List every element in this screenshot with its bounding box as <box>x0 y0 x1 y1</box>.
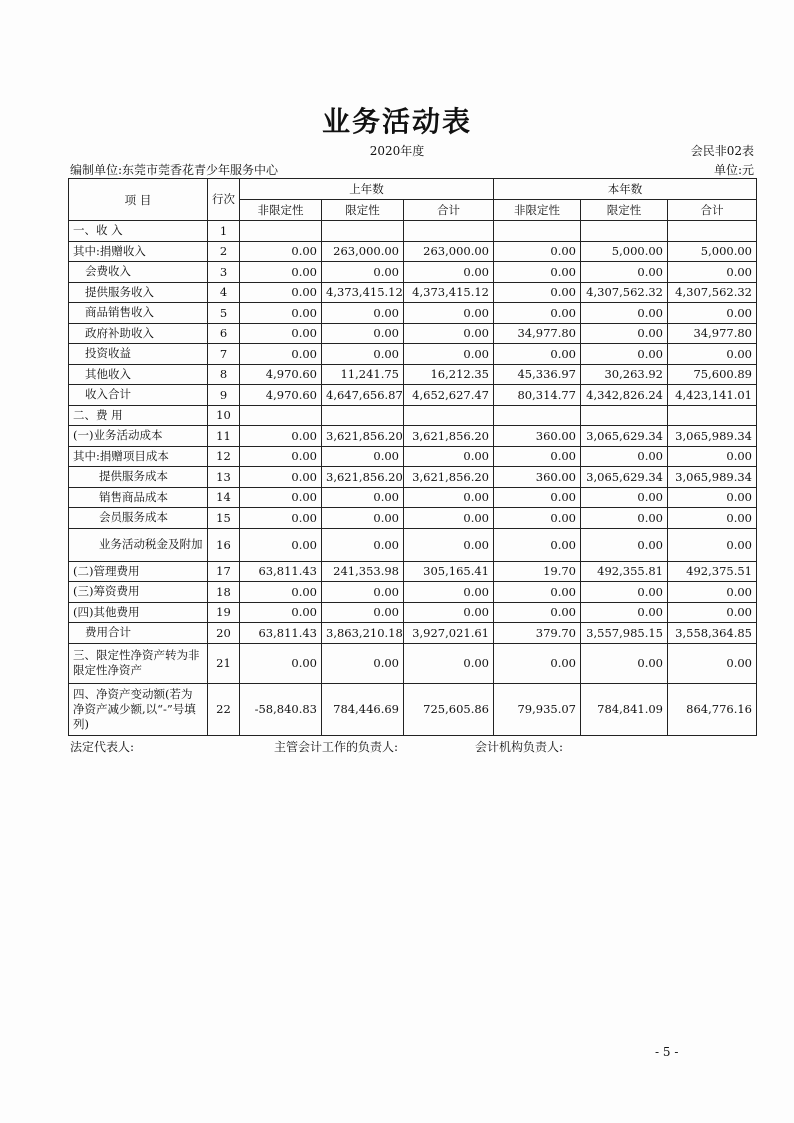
accounting-head-label: 主管会计工作的负责人: <box>274 740 399 754</box>
cell-prev-restricted <box>322 405 404 426</box>
header-item: 项 目 <box>69 179 208 221</box>
row-item-name: 收入合计 <box>69 385 208 406</box>
cell-this-unrestricted: 360.00 <box>494 467 581 488</box>
cell-this-restricted: 0.00 <box>581 323 668 344</box>
cell-this-restricted: 492,355.81 <box>581 561 668 582</box>
table-row <box>69 303 757 324</box>
cell-this-restricted: 4,342,826.24 <box>581 385 668 406</box>
row-item-name: 其中:捐赠收入 <box>69 241 208 262</box>
table-row <box>69 385 757 406</box>
cell-prev-restricted: 0.00 <box>322 582 404 603</box>
cell-this-total: 0.00 <box>668 446 757 467</box>
row-line-number: 20 <box>208 623 240 644</box>
cell-prev-total: 725,605.86 <box>404 683 494 735</box>
cell-prev-restricted: 263,000.00 <box>322 241 404 262</box>
row-line-number: 16 <box>208 528 240 561</box>
cell-this-unrestricted <box>494 405 581 426</box>
table-row <box>69 508 757 529</box>
cell-this-restricted <box>581 405 668 426</box>
cell-prev-total: 16,212.35 <box>404 364 494 385</box>
cell-prev-unrestricted: 63,811.43 <box>240 561 322 582</box>
cell-this-total: 0.00 <box>668 487 757 508</box>
cell-prev-unrestricted <box>240 221 322 242</box>
cell-prev-unrestricted: 0.00 <box>240 262 322 283</box>
cell-this-unrestricted: 79,935.07 <box>494 683 581 735</box>
cell-this-restricted: 3,065,629.34 <box>581 426 668 447</box>
cell-prev-restricted: 4,373,415.12 <box>322 282 404 303</box>
row-line-number: 22 <box>208 683 240 735</box>
cell-prev-restricted <box>322 221 404 242</box>
cell-prev-unrestricted: 0.00 <box>240 446 322 467</box>
cell-this-total: 0.00 <box>668 602 757 623</box>
cell-prev-total: 0.00 <box>404 487 494 508</box>
cell-this-unrestricted: 0.00 <box>494 582 581 603</box>
cell-prev-restricted: 0.00 <box>322 602 404 623</box>
cell-prev-unrestricted: 4,970.60 <box>240 385 322 406</box>
cell-prev-unrestricted: 0.00 <box>240 582 322 603</box>
cell-prev-total: 0.00 <box>404 508 494 529</box>
cell-this-total: 492,375.51 <box>668 561 757 582</box>
cell-this-total: 5,000.00 <box>668 241 757 262</box>
table-row <box>69 241 757 262</box>
cell-prev-unrestricted: 0.00 <box>240 508 322 529</box>
cell-prev-restricted: 4,647,656.87 <box>322 385 404 406</box>
row-item-name: 其他收入 <box>69 364 208 385</box>
cell-this-unrestricted: 0.00 <box>494 241 581 262</box>
row-item-name: 费用合计 <box>69 623 208 644</box>
table-row <box>69 582 757 603</box>
cell-this-restricted: 30,263.92 <box>581 364 668 385</box>
cell-prev-total <box>404 221 494 242</box>
cell-this-restricted: 0.00 <box>581 262 668 283</box>
cell-prev-unrestricted: 0.00 <box>240 426 322 447</box>
cell-this-total: 3,558,364.85 <box>668 623 757 644</box>
row-item-name: (二)管理费用 <box>69 561 208 582</box>
cell-this-restricted: 3,065,629.34 <box>581 467 668 488</box>
cell-this-total: 4,307,562.32 <box>668 282 757 303</box>
cell-this-total: 75,600.89 <box>668 364 757 385</box>
cell-prev-total: 0.00 <box>404 643 494 683</box>
row-item-name: 投资收益 <box>69 344 208 365</box>
cell-this-unrestricted: 0.00 <box>494 344 581 365</box>
table-row <box>69 262 757 283</box>
cell-this-total: 0.00 <box>668 344 757 365</box>
table-row <box>69 426 757 447</box>
cell-this-unrestricted: 0.00 <box>494 446 581 467</box>
cell-prev-restricted: 0.00 <box>322 262 404 283</box>
cell-this-restricted: 0.00 <box>581 446 668 467</box>
cell-this-unrestricted <box>494 221 581 242</box>
cell-this-total: 0.00 <box>668 582 757 603</box>
header-line: 行次 <box>208 179 240 221</box>
table-row <box>69 487 757 508</box>
cell-prev-restricted: 0.00 <box>322 643 404 683</box>
cell-prev-restricted: 0.00 <box>322 323 404 344</box>
row-line-number: 3 <box>208 262 240 283</box>
row-item-name: 提供服务收入 <box>69 282 208 303</box>
cell-prev-unrestricted: 0.00 <box>240 643 322 683</box>
cell-prev-total: 0.00 <box>404 303 494 324</box>
row-item-name: (三)筹资费用 <box>69 582 208 603</box>
cell-prev-total: 4,652,627.47 <box>404 385 494 406</box>
row-line-number: 14 <box>208 487 240 508</box>
table-row <box>69 344 757 365</box>
cell-this-unrestricted: 0.00 <box>494 262 581 283</box>
row-item-name: 商品销售收入 <box>69 303 208 324</box>
row-line-number: 8 <box>208 364 240 385</box>
cell-prev-total: 0.00 <box>404 602 494 623</box>
row-line-number: 6 <box>208 323 240 344</box>
cell-this-unrestricted: 0.00 <box>494 487 581 508</box>
cell-this-total: 864,776.16 <box>668 683 757 735</box>
row-item-name: 二、费 用 <box>69 405 208 426</box>
table-row <box>69 623 757 644</box>
row-line-number: 18 <box>208 582 240 603</box>
cell-this-total: 0.00 <box>668 528 757 561</box>
row-item-name: 会费收入 <box>69 262 208 283</box>
table-row <box>69 467 757 488</box>
cell-this-unrestricted: 19.70 <box>494 561 581 582</box>
cell-this-unrestricted: 0.00 <box>494 282 581 303</box>
cell-this-total: 0.00 <box>668 508 757 529</box>
cell-prev-total: 4,373,415.12 <box>404 282 494 303</box>
row-line-number: 4 <box>208 282 240 303</box>
cell-this-total: 0.00 <box>668 303 757 324</box>
table-row <box>69 282 757 303</box>
row-line-number: 21 <box>208 643 240 683</box>
table-row <box>69 221 757 242</box>
cell-prev-unrestricted: -58,840.83 <box>240 683 322 735</box>
cell-prev-total: 0.00 <box>404 262 494 283</box>
cell-this-unrestricted: 0.00 <box>494 528 581 561</box>
row-item-name: (一)业务活动成本 <box>69 426 208 447</box>
cell-this-unrestricted: 360.00 <box>494 426 581 447</box>
cell-prev-total: 263,000.00 <box>404 241 494 262</box>
cell-this-restricted: 0.00 <box>581 643 668 683</box>
table-row <box>69 602 757 623</box>
row-item-name: 政府补助收入 <box>69 323 208 344</box>
accounting-dept-head-label: 会计机构负责人: <box>475 740 564 754</box>
cell-this-unrestricted: 34,977.80 <box>494 323 581 344</box>
cell-prev-unrestricted <box>240 405 322 426</box>
row-item-name: 会员服务成本 <box>69 508 208 529</box>
cell-this-unrestricted: 45,336.97 <box>494 364 581 385</box>
cell-prev-unrestricted: 0.00 <box>240 528 322 561</box>
cell-prev-unrestricted: 0.00 <box>240 241 322 262</box>
header-prev-unrestricted: 非限定性 <box>240 200 322 221</box>
preparing-organization: 编制单位:东莞市莞香花青少年服务中心 <box>70 163 279 177</box>
cell-prev-unrestricted: 0.00 <box>240 282 322 303</box>
cell-prev-unrestricted: 0.00 <box>240 487 322 508</box>
header-prev-total: 合计 <box>404 200 494 221</box>
cell-prev-total: 0.00 <box>404 323 494 344</box>
cell-prev-restricted: 3,621,856.20 <box>322 426 404 447</box>
cell-this-restricted: 0.00 <box>581 344 668 365</box>
cell-prev-total: 0.00 <box>404 528 494 561</box>
cell-this-restricted: 0.00 <box>581 508 668 529</box>
cell-prev-restricted: 0.00 <box>322 446 404 467</box>
cell-this-restricted: 0.00 <box>581 528 668 561</box>
cell-prev-restricted: 3,621,856.20 <box>322 467 404 488</box>
cell-this-total: 3,065,989.34 <box>668 426 757 447</box>
cell-prev-restricted: 0.00 <box>322 303 404 324</box>
cell-this-restricted <box>581 221 668 242</box>
row-item-name: 一、收 入 <box>69 221 208 242</box>
cell-prev-unrestricted: 0.00 <box>240 344 322 365</box>
cell-this-restricted: 0.00 <box>581 602 668 623</box>
cell-prev-unrestricted: 0.00 <box>240 467 322 488</box>
cell-prev-total: 0.00 <box>404 344 494 365</box>
cell-prev-restricted: 0.00 <box>322 508 404 529</box>
cell-this-restricted: 0.00 <box>581 487 668 508</box>
row-line-number: 15 <box>208 508 240 529</box>
table-row <box>69 528 757 561</box>
cell-prev-restricted: 11,241.75 <box>322 364 404 385</box>
row-line-number: 12 <box>208 446 240 467</box>
cell-this-total: 4,423,141.01 <box>668 385 757 406</box>
cell-this-total <box>668 221 757 242</box>
cell-prev-restricted: 0.00 <box>322 487 404 508</box>
header-this-unrestricted: 非限定性 <box>494 200 581 221</box>
cell-prev-restricted: 3,863,210.18 <box>322 623 404 644</box>
cell-this-restricted: 0.00 <box>581 303 668 324</box>
legal-representative-label: 法定代表人: <box>70 740 135 754</box>
cell-prev-unrestricted: 63,811.43 <box>240 623 322 644</box>
row-item-name: 其中:捐赠项目成本 <box>69 446 208 467</box>
row-line-number: 19 <box>208 602 240 623</box>
cell-prev-unrestricted: 0.00 <box>240 323 322 344</box>
cell-prev-total: 305,165.41 <box>404 561 494 582</box>
cell-prev-total: 0.00 <box>404 446 494 467</box>
row-line-number: 10 <box>208 405 240 426</box>
row-item-name: 四、净资产变动额(若为净资产减少额,以“-”号填列) <box>69 683 208 735</box>
cell-prev-total: 3,927,021.61 <box>404 623 494 644</box>
cell-this-restricted: 3,557,985.15 <box>581 623 668 644</box>
cell-this-restricted: 4,307,562.32 <box>581 282 668 303</box>
cell-this-total: 34,977.80 <box>668 323 757 344</box>
cell-this-unrestricted: 0.00 <box>494 602 581 623</box>
cell-this-restricted: 0.00 <box>581 582 668 603</box>
row-line-number: 9 <box>208 385 240 406</box>
cell-this-restricted: 784,841.09 <box>581 683 668 735</box>
table-row <box>69 364 757 385</box>
cell-this-total: 0.00 <box>668 643 757 683</box>
cell-prev-restricted: 0.00 <box>322 344 404 365</box>
header-prev-year: 上年数 <box>240 179 494 200</box>
activity-statement-table <box>68 178 757 736</box>
cell-this-total <box>668 405 757 426</box>
cell-prev-unrestricted: 4,970.60 <box>240 364 322 385</box>
cell-this-unrestricted: 0.00 <box>494 643 581 683</box>
table-row <box>69 323 757 344</box>
table-row <box>69 683 757 735</box>
cell-this-total: 3,065,989.34 <box>668 467 757 488</box>
row-item-name: 销售商品成本 <box>69 487 208 508</box>
row-item-name: 业务活动税金及附加 <box>69 528 208 561</box>
row-line-number: 11 <box>208 426 240 447</box>
cell-prev-total <box>404 405 494 426</box>
cell-prev-restricted: 784,446.69 <box>322 683 404 735</box>
currency-unit: 单位:元 <box>713 163 754 177</box>
row-line-number: 5 <box>208 303 240 324</box>
cell-prev-total: 3,621,856.20 <box>404 467 494 488</box>
cell-prev-restricted: 241,353.98 <box>322 561 404 582</box>
cell-prev-total: 3,621,856.20 <box>404 426 494 447</box>
report-title: 业务活动表 <box>321 105 472 138</box>
cell-this-unrestricted: 0.00 <box>494 303 581 324</box>
page-number: - 5 - <box>655 1045 679 1059</box>
row-line-number: 13 <box>208 467 240 488</box>
table-row <box>69 405 757 426</box>
cell-prev-total: 0.00 <box>404 582 494 603</box>
cell-this-restricted: 5,000.00 <box>581 241 668 262</box>
cell-prev-restricted: 0.00 <box>322 528 404 561</box>
row-line-number: 7 <box>208 344 240 365</box>
cell-this-unrestricted: 80,314.77 <box>494 385 581 406</box>
report-period: 2020年度 <box>369 144 425 158</box>
row-item-name: 三、限定性净资产转为非限定性净资产 <box>69 643 208 683</box>
row-item-name: 提供服务成本 <box>69 467 208 488</box>
form-number: 会民非02表 <box>690 144 754 158</box>
row-item-name: (四)其他费用 <box>69 602 208 623</box>
cell-prev-unrestricted: 0.00 <box>240 602 322 623</box>
header-prev-restricted: 限定性 <box>322 200 404 221</box>
table-row <box>69 561 757 582</box>
cell-this-unrestricted: 379.70 <box>494 623 581 644</box>
row-line-number: 2 <box>208 241 240 262</box>
header-this-restricted: 限定性 <box>581 200 668 221</box>
table-row <box>69 643 757 683</box>
cell-this-total: 0.00 <box>668 262 757 283</box>
cell-this-unrestricted: 0.00 <box>494 508 581 529</box>
header-this-year: 本年数 <box>494 179 757 200</box>
table-row <box>69 446 757 467</box>
row-line-number: 1 <box>208 221 240 242</box>
row-line-number: 17 <box>208 561 240 582</box>
header-this-total: 合计 <box>668 200 757 221</box>
cell-prev-unrestricted: 0.00 <box>240 303 322 324</box>
